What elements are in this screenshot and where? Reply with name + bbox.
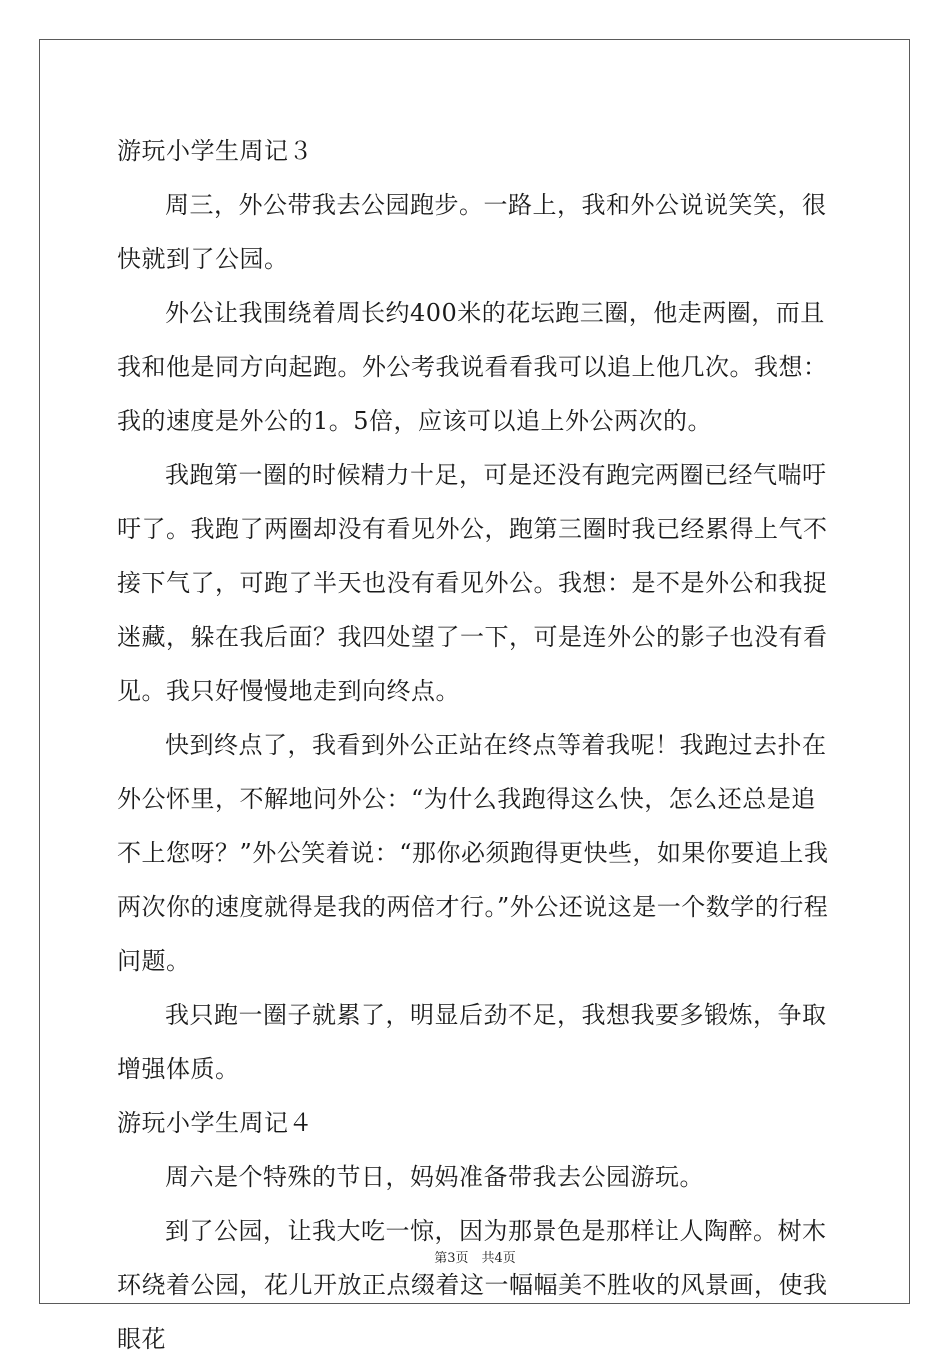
page-footer: 第3页 共4页 <box>434 1251 516 1266</box>
section-heading: 游玩小学生周记４ <box>117 1109 313 1137</box>
paragraph: 快到终点了，我看到外公正站在终点等着我呢！我跑过去扑在外公怀里，不解地问外公：“为什么我跑得这么快，怎么还总是追不上您呀？”外公笑着说：“那你必须跑得更快些，如果你要追上我两次你的速度就得是我的两倍才行。”外公还说这是一个数学的行程问题。 <box>117 731 829 975</box>
paragraph: 周三，外公带我去公园跑步。一路上，我和外公说说笑笑，很快就到了公园。 <box>117 191 827 273</box>
paragraph: 我跑第一圈的时候精力十足，可是还没有跑完两圈已经气喘吁吁了。我跑了两圈却没有看见外公，跑第三圈时我已经累得上气不接下气了，可跑了半天也没有看见外公。我想：是不是外公和我捉迷藏，躲在我后面？我四处望了一下，可是连外公的影子也没有看见。我只好慢慢地走到向终点。 <box>117 461 828 705</box>
document-body <box>117 124 837 1366</box>
section-heading: 游玩小学生周记３ <box>117 137 313 165</box>
paragraph: 外公让我围绕着周长约400米的花坛跑三圈，他走两圈，而且我和他是同方向起跑。外公考我说看看我可以追上他几次。我想：我的速度是外公的1。5倍，应该可以追上外公两次的。 <box>117 299 828 435</box>
paragraph: 我只跑一圈子就累了，明显后劲不足，我想我要多锻炼，争取增强体质。 <box>117 1001 827 1083</box>
paragraph: 到了公园，让我大吃一惊，因为那景色是那样让人陶醉。树木环绕着公园，花儿开放正点缀着这一幅幅美不胜收的风景画，使我眼花 <box>117 1217 828 1353</box>
paragraph: 周六是个特殊的节日，妈妈准备带我去公园游玩。 <box>165 1163 704 1191</box>
